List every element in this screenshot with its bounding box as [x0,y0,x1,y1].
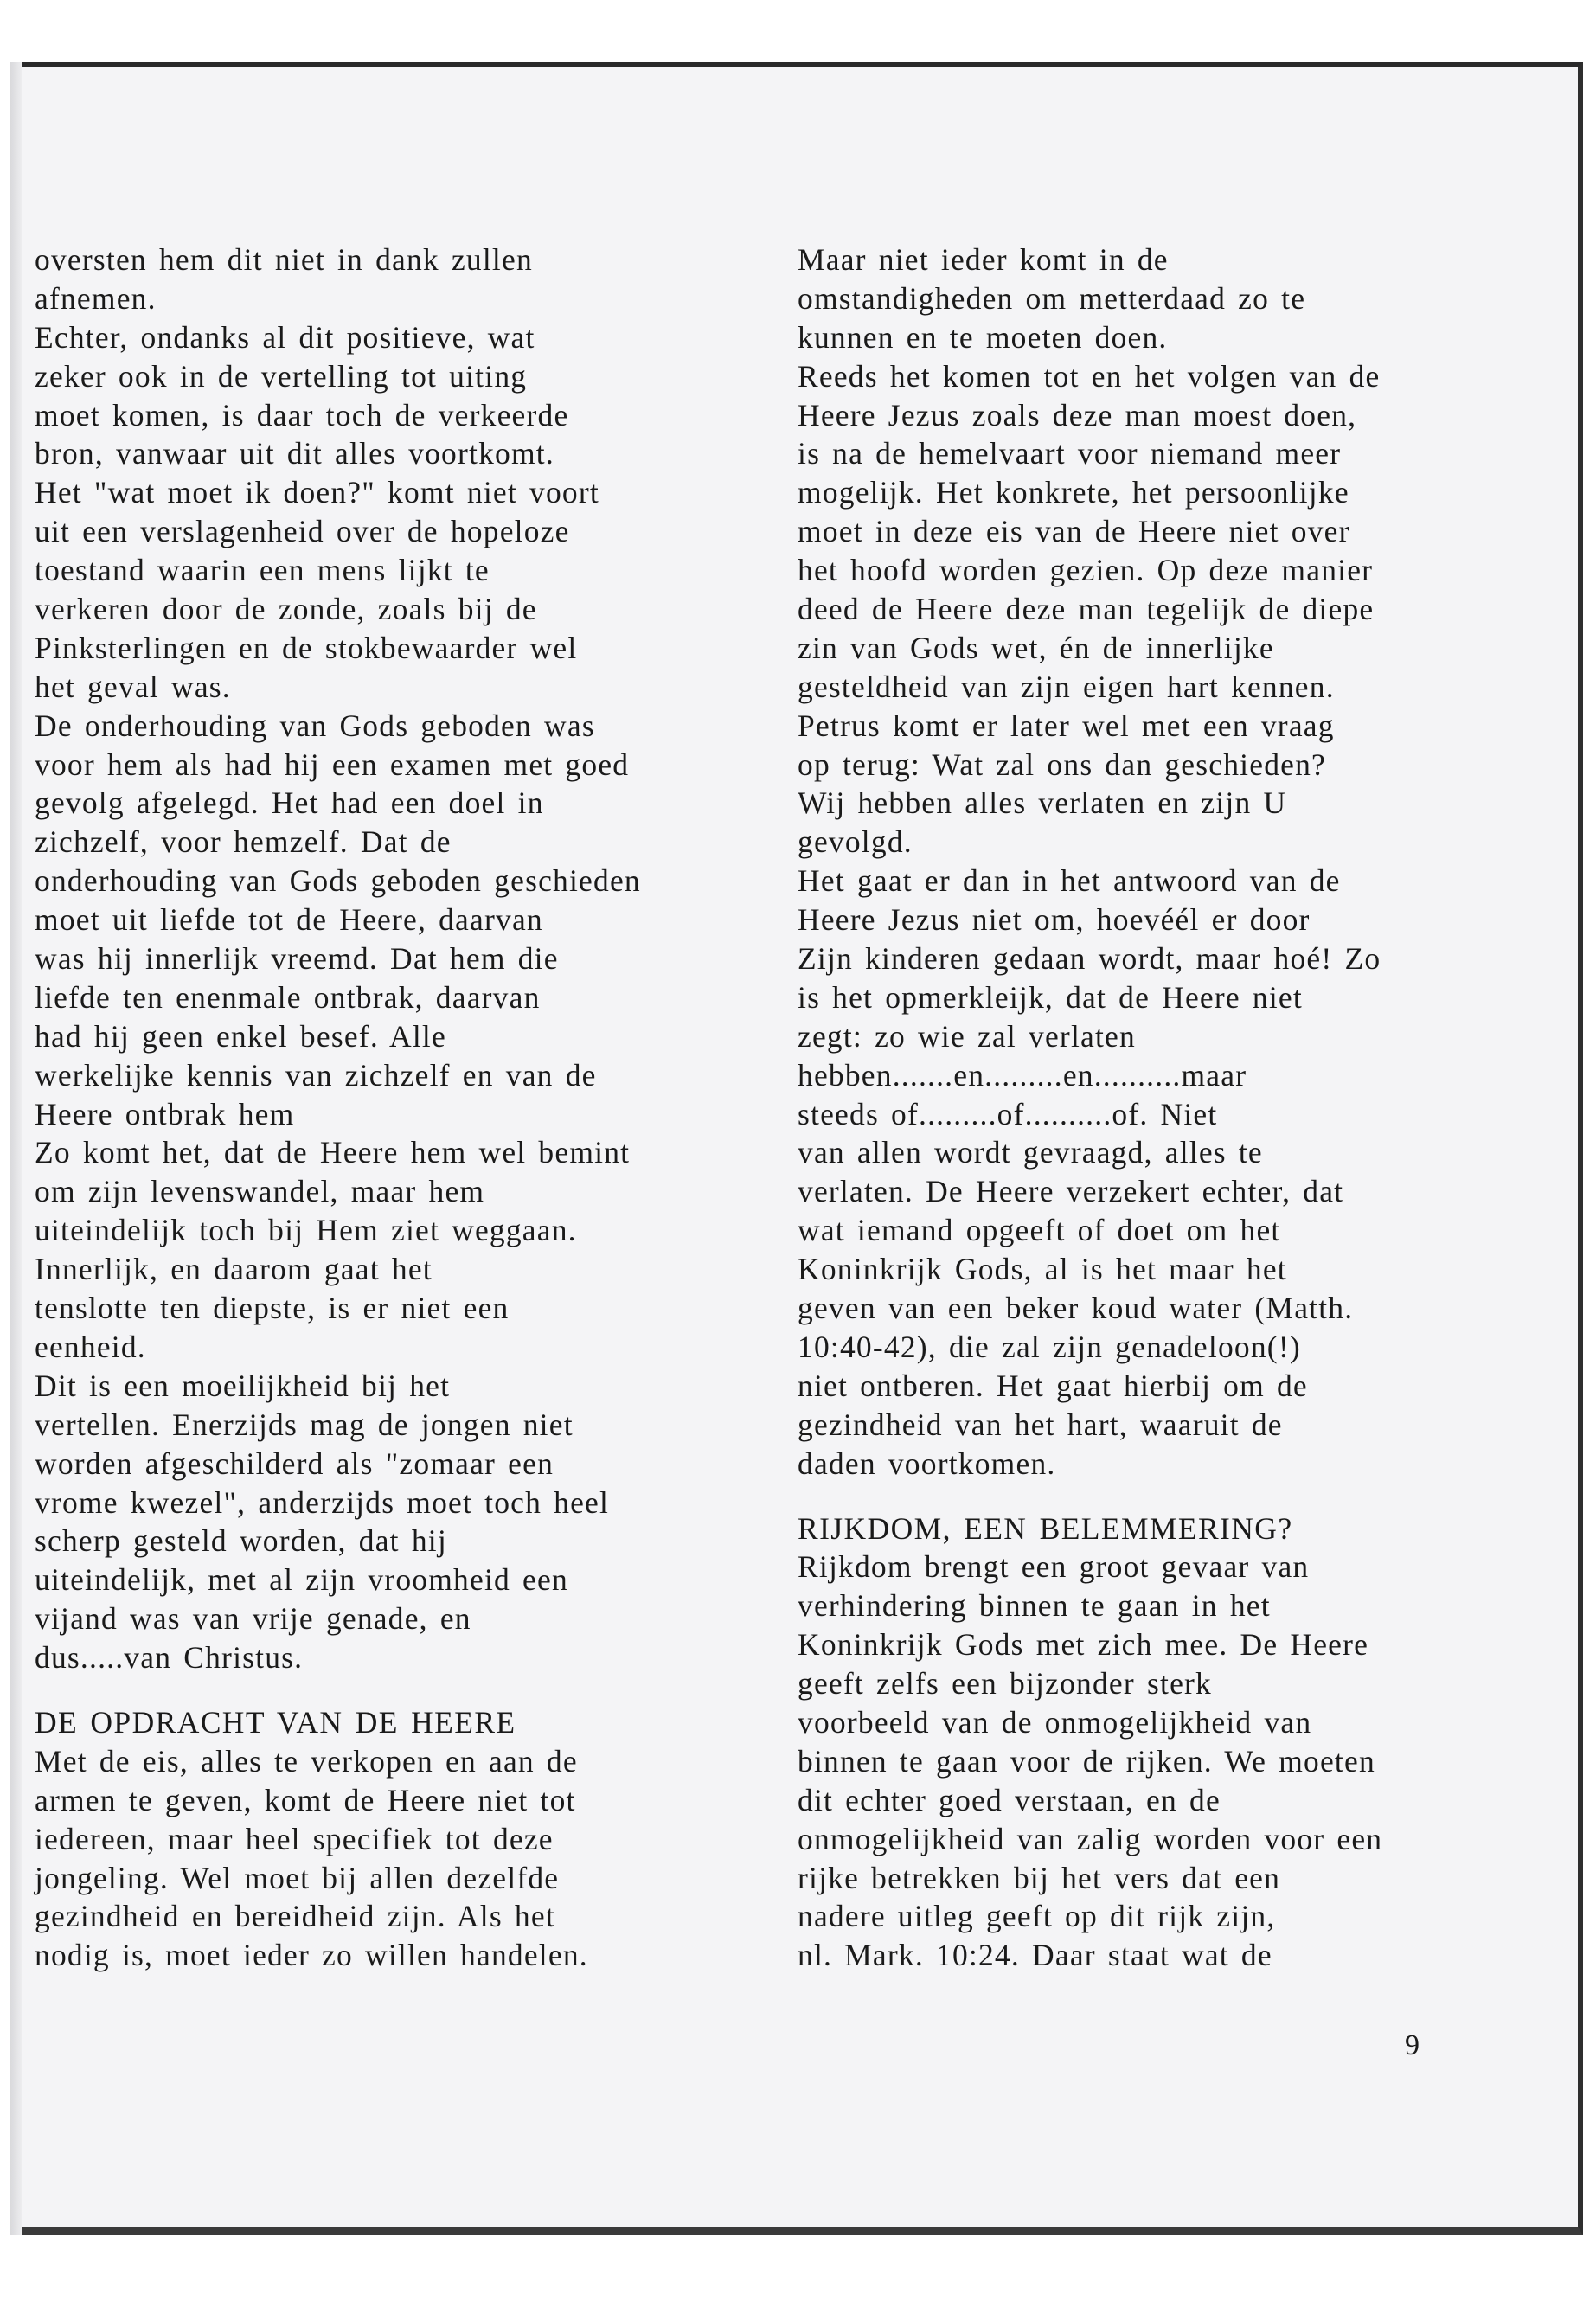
section-gap [35,1677,787,1703]
text-line: armen te geven, komt de Heere niet tot [35,1782,576,1817]
text-line: tenslotte ten diepste, is er niet een [35,1291,510,1326]
text-line: onderhouding van Gods geboden geschieden [35,863,641,899]
left-block-1 [35,240,787,1677]
text-line: gesteldheid van zijn eigen hart kennen. [798,669,1335,704]
text-line: nl. Mark. 10:24. Daar staat wat de [798,1938,1272,1973]
text-line: Dit is een moeilijkheid bij het [35,1368,451,1403]
text-line: geven van een beker koud water (Matth. [798,1291,1354,1326]
text-line: Koninkrijk Gods met zich mee. De Heere [798,1627,1369,1663]
text-line: Maar niet ieder komt in de [798,242,1169,277]
text-line: uiteindelijk toch bij Hem ziet weggaan. [35,1213,577,1248]
text-line: bron, vanwaar uit dit alles voortkomt. [35,436,554,471]
text-line: steeds of.........of..........of. Niet [798,1096,1218,1131]
text-line: moet komen, is daar toch de verkeerde [35,397,569,433]
right-block-2 [798,1548,1542,1975]
section-heading-rijkdom: RIJKDOM, EEN BELEMMERING? [798,1510,1293,1546]
text-line: werkelijke kennis van zichzelf en van de [35,1057,597,1093]
text-line: Het gaat er dan in het antwoord van de [798,863,1341,899]
text-line: toestand waarin een mens lijkt te [35,553,490,588]
left-block-2 [35,1742,787,1975]
text-line: Petrus komt er later wel met een vraag [798,708,1335,743]
text-line: was hij innerlijk vreemd. Dat hem die [35,941,559,977]
text-line: uit een verslagenheid over de hopeloze [35,514,570,549]
text-line: Echter, ondanks al dit positieve, wat [35,319,535,355]
text-line: Pinksterlingen en de stokbewaarder wel [35,630,578,665]
text-line: Rijkdom brengt een groot gevaar van [798,1549,1310,1585]
text-line: deed de Heere deze man tegelijk de diepe [798,592,1375,627]
text-line: moet uit liefde tot de Heere, daarvan [35,902,543,938]
text-line: zin van Gods wet, én de innerlijke [798,630,1274,665]
text-line: afnemen. [35,280,157,316]
section-heading-opdracht: DE OPDRACHT VAN DE HEERE [35,1704,516,1740]
text-line: zichzelf, voor hemzelf. Dat de [35,824,452,860]
text-line: niet ontberen. Het gaat hierbij om de [798,1368,1308,1403]
text-line: om zijn levenswandel, maar hem [35,1174,485,1209]
text-line: uiteindelijk, met al zijn vroomheid een [35,1562,568,1598]
text-line: vertellen. Enerzijds mag de jongen niet [35,1407,574,1442]
text-line: gevolgd. [798,824,913,860]
text-line: liefde ten enenmale ontbrak, daarvan [35,979,541,1015]
text-line: het geval was. [35,669,231,704]
text-line: nadere uitleg geeft op dit rijk zijn, [798,1899,1276,1934]
text-line: op terug: Wat zal ons dan geschieden? [798,747,1327,782]
text-line: gezindheid en bereidheid zijn. Als het [35,1899,555,1934]
text-line: van allen wordt gevraagd, alles te [798,1135,1263,1170]
text-line: dit echter goed verstaan, en de [798,1782,1221,1817]
text-line: Wij hebben alles verlaten en zijn U [798,785,1287,821]
section-gap [798,1484,1542,1509]
right-block-1 [798,240,1542,1484]
text-line: Heere Jezus niet om, hoevéél er door [798,902,1311,938]
text-line: voor hem als had hij een examen met goed [35,747,630,782]
text-line: dus.....van Christus. [35,1640,304,1676]
text-line: Reeds het komen tot en het volgen van de [798,358,1381,394]
text-line: Heere ontbrak hem [35,1096,295,1131]
text-line: hebben.......en.........en..........maar [798,1057,1247,1093]
text-line: voorbeeld van de onmogelijkheid van [798,1704,1312,1740]
text-line: omstandigheden om metterdaad zo te [798,280,1306,316]
text-line: De onderhouding van Gods geboden was [35,708,595,743]
text-line: had hij geen enkel besef. Alle [35,1018,446,1054]
text-line: Heere Jezus zoals deze man moest doen, [798,397,1357,433]
text-line: Zijn kinderen gedaan wordt, maar hoé! Zo [798,941,1381,977]
text-line: gezindheid van het hart, waaruit de [798,1407,1283,1442]
text-line: verlaten. De Heere verzekert echter, dat [798,1174,1344,1209]
text-line: mogelijk. Het konkrete, het persoonlijke [798,475,1349,510]
text-line: Het "wat moet ik doen?" komt niet voort [35,475,599,510]
text-line: zeker ook in de vertelling tot uiting [35,358,528,394]
text-line: gevolg afgelegd. Het had een doel in [35,785,544,821]
left-column [35,240,787,1975]
text-line: nodig is, moet ieder zo willen handelen. [35,1938,588,1973]
text-line: vijand was van vrije genade, en [35,1601,471,1637]
text-line: vrome kwezel", anderzijds moet toch heel [35,1484,610,1520]
text-line: scherp gesteld worden, dat hij [35,1523,447,1559]
right-column [798,240,1542,1975]
text-line: binnen te gaan voor de rijken. We moeten [798,1743,1375,1779]
text-line: zegt: zo wie zal verlaten [798,1018,1136,1054]
text-line: worden afgeschilderd als "zomaar een [35,1445,554,1481]
text-line: is na de hemelvaart voor niemand meer [798,436,1342,471]
text-line: eenheid. [35,1329,146,1364]
text-line: geeft zelfs een bijzonder sterk [798,1666,1212,1702]
text-line: Innerlijk, en daarom gaat het [35,1252,433,1287]
text-line: Koninkrijk Gods, al is het maar het [798,1252,1287,1287]
text-line: het hoofd worden gezien. Op deze manier [798,553,1374,588]
text-line: daden voortkomen. [798,1445,1056,1481]
text-line: verhindering binnen te gaan in het [798,1588,1271,1624]
text-line: 10:40-42), die zal zijn genadeloon(!) [798,1329,1301,1364]
text-line: wat iemand opgeeft of doet om het [798,1213,1281,1248]
text-line: Met de eis, alles te verkopen en aan de [35,1743,578,1779]
text-line: oversten hem dit niet in dank zullen [35,242,533,277]
text-line: rijke betrekken bij het vers dat een [798,1860,1281,1895]
text-line: kunnen en te moeten doen. [798,319,1168,355]
text-line: Zo komt het, dat de Heere hem wel bemint [35,1135,631,1170]
page-binding-edge [10,62,22,2235]
page-number: 9 [1405,2029,1420,2061]
text-line: iedereen, maar heel specifiek tot deze [35,1821,554,1856]
text-line: verkeren door de zonde, zoals bij de [35,592,537,627]
text-line: onmogelijkheid van zalig worden voor een [798,1821,1383,1856]
text-line: jongeling. Wel moet bij allen dezelfde [35,1860,560,1895]
text-line: moet in deze eis van de Heere niet over [798,514,1350,549]
text-line: is het opmerkleijk, dat de Heere niet [798,979,1303,1015]
